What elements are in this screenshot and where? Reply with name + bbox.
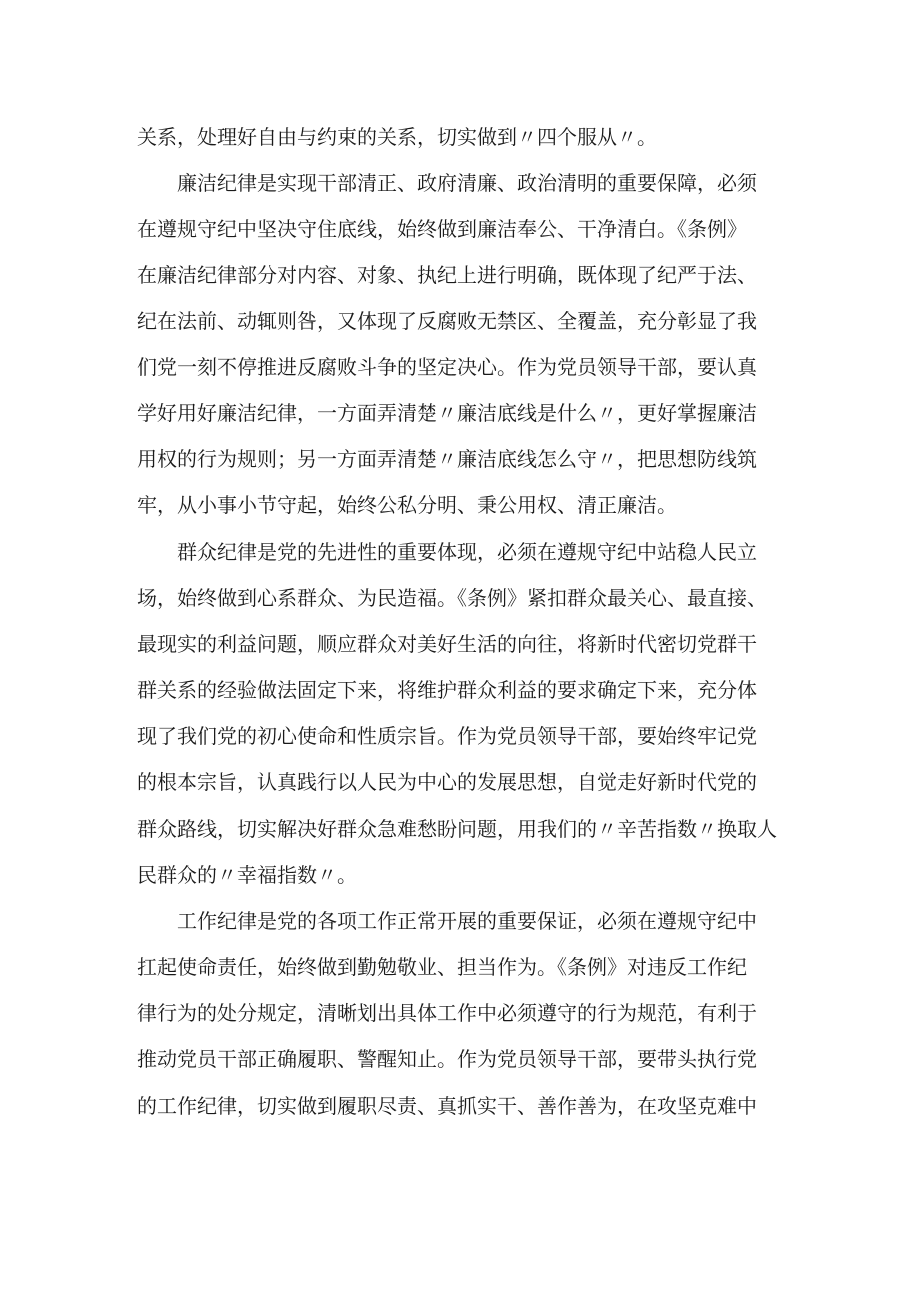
paragraph-line: 关系，处理好自由与约束的关系，切实做到〃四个服从〃。 [137, 125, 657, 149]
paragraph-line: 民群众的〃幸福指数〃。 [137, 863, 357, 887]
paragraph-line: 纪在法前、动辄则咎，又体现了反腐败无禁区、全覆盖，充分彰显了我 [137, 309, 757, 333]
paragraph-line: 推动党员干部正确履职、警醒知止。作为党员领导干部，要带头执行党 [137, 1047, 757, 1071]
paragraph-line: 群众纪律是党的先进性的重要体现，必须在遵规守纪中站稳人民立 [177, 540, 757, 564]
paragraph-line: 群众路线，切实解决好群众急难愁盼问题，用我们的〃辛苦指数〃换取人 [137, 817, 777, 841]
paragraph-line: 律行为的处分规定，清晰划出具体工作中必须遵守的行为规范，有利于 [137, 1001, 757, 1025]
paragraph-line: 们党一刻不停推进反腐败斗争的坚定决心。作为党员领导干部，要认真 [137, 355, 757, 379]
paragraph-line: 现了我们党的初心使命和性质宗旨。作为党员领导干部，要始终牢记党 [137, 724, 757, 748]
paragraph-line: 工作纪律是党的各项工作正常开展的重要保证，必须在遵规守纪中 [177, 909, 757, 933]
paragraph-line: 用权的行为规则；另一方面弄清楚〃廉洁底线怎么守〃，把思想防线筑 [137, 447, 757, 471]
paragraph-line: 在廉洁纪律部分对内容、对象、执纪上进行明确，既体现了纪严于法、 [137, 263, 757, 287]
paragraph-line: 学好用好廉洁纪律，一方面弄清楚〃廉洁底线是什么〃，更好掌握廉洁 [137, 401, 757, 425]
paragraph-line: 的根本宗旨，认真践行以人民为中心的发展思想，自觉走好新时代党的 [137, 770, 757, 794]
paragraph-line: 扛起使命责任，始终做到勤勉敬业、担当作为。《条例》对违反工作纪 [137, 955, 747, 979]
paragraph-line: 群关系的经验做法固定下来，将维护群众利益的要求确定下来，充分体 [137, 678, 757, 702]
paragraph-line: 的工作纪律，切实做到履职尽责、真抓实干、善作善为，在攻坚克难中 [137, 1094, 757, 1118]
paragraph-line: 牢，从小事小节守起，始终公私分明、秉公用权、清正廉洁。 [137, 493, 677, 517]
paragraph-line: 在遵规守纪中坚决守住底线，始终做到廉洁奉公、干净清白。《条例》 [137, 217, 747, 241]
paragraph-line: 场，始终做到心系群众、为民造福。《条例》紧扣群众最关心、最直接、 [137, 586, 767, 610]
paragraph-line: 廉洁纪律是实现干部清正、政府清廉、政治清明的重要保障，必须 [177, 171, 757, 195]
paragraph-line: 最现实的利益问题，顺应群众对美好生活的向往，将新时代密切党群干 [137, 632, 757, 656]
